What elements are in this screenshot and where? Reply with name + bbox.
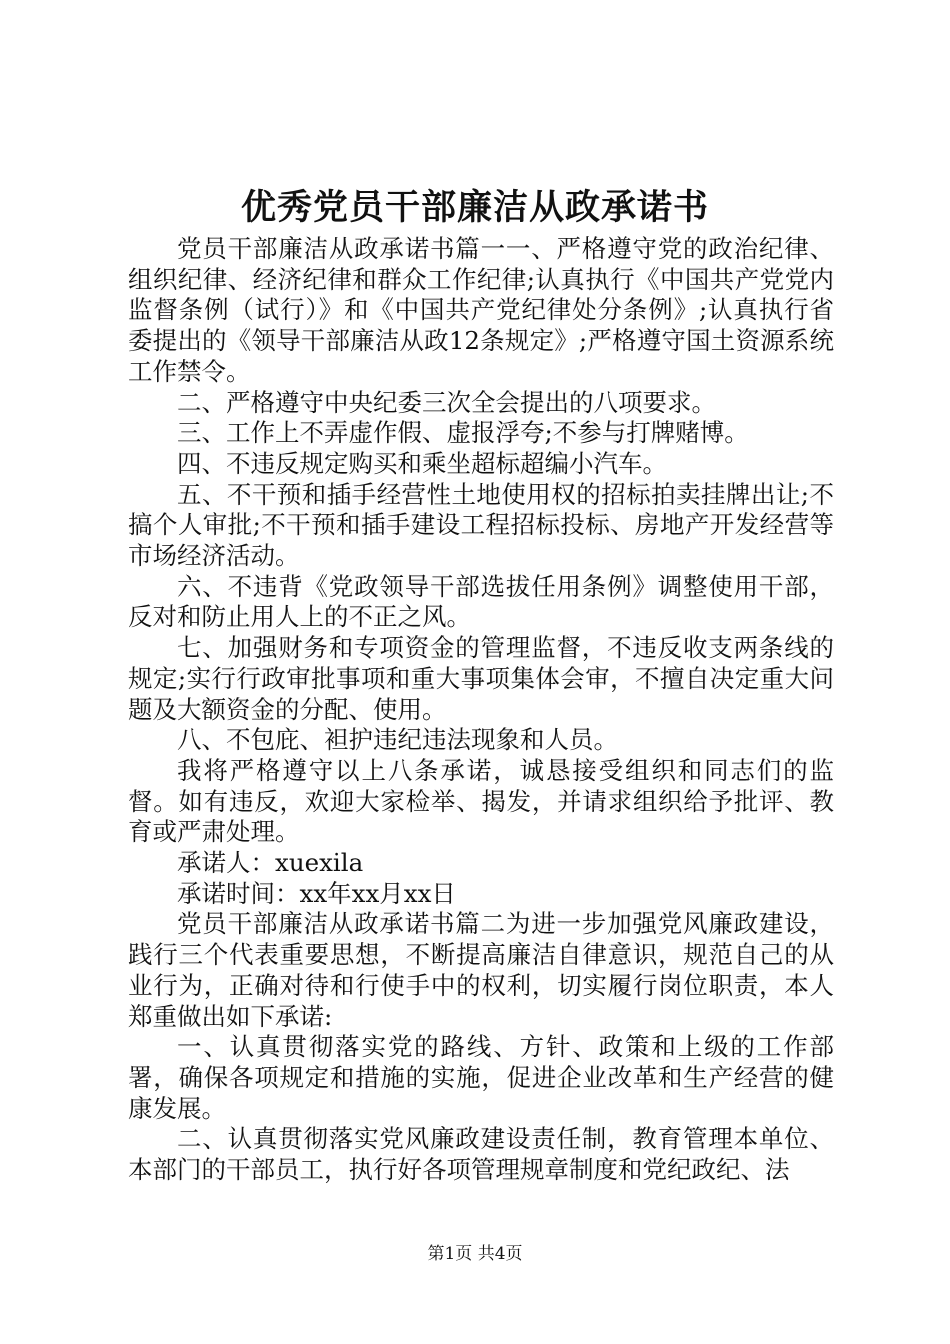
- paragraph: 四、不违反规定购买和乘坐超标超编小汽车。: [177, 448, 667, 478]
- pledger-line: 承诺人：xuexila: [177, 848, 364, 878]
- page-number-footer: 第1页 共4页: [427, 1244, 523, 1264]
- paragraph: 一、认真贯彻落实党的路线、方针、政策和上级的工作部署，确保各项规定和措施的实施，促进企业改革和生产经营的健康发展。: [128, 1032, 834, 1123]
- paragraph: 三、工作上不弄虚作假、虚报浮夸;不参与打牌赌博。: [177, 418, 749, 448]
- paragraph: 八、不包庇、袒护违纪违法现象和人员。: [177, 725, 618, 755]
- paragraph: 我将严格遵守以上八条承诺，诚恳接受组织和同志们的监督。如有违反，欢迎大家检举、揭发，并请求组织给予批评、教育或严肃处理。: [128, 755, 834, 847]
- paragraph: 七、加强财务和专项资金的管理监督，不违反收支两条线的规定;实行行政审批事项和重大事项集体会审，不擅自决定重大问题及大额资金的分配、使用。: [128, 633, 834, 724]
- paragraph: 党员干部廉洁从政承诺书篇二为进一步加强党风廉政建设，践行三个代表重要思想，不断提高廉洁自律意识，规范自己的从业行为，正确对待和行使手中的权利，切实履行岗位职责，本人郑重做出如下承诺:: [128, 909, 834, 1031]
- paragraph: 二、严格遵守中央纪委三次全会提出的八项要求。: [177, 387, 716, 417]
- pledge-date-line: 承诺时间：xx年xx月xx日: [177, 878, 456, 908]
- paragraph: 六、不违背《党政领导干部选拔任用条例》调整使用干部，反对和防止用人上的不正之风。: [128, 571, 834, 632]
- document-title: 优秀党员干部廉洁从政承诺书: [240, 187, 709, 228]
- paragraph: 党员干部廉洁从政承诺书篇一一、严格遵守党的政治纪律、组织纪律、经济纪律和群众工作纪律;认真执行《中国共产党党内监督条例（试行）》和《中国共产党纪律处分条例》;认真执行省委提出的《领导干部廉洁从政12条规定》;严格遵守国土资源系统工作禁令。: [128, 234, 834, 386]
- paragraph: 五、不干预和插手经营性土地使用权的招标拍卖挂牌出让;不搞个人审批;不干预和插手建设工程招标投标、房地产开发经营等市场经济活动。: [128, 479, 834, 571]
- document-body: [128, 234, 834, 1186]
- paragraph: 二、认真贯彻落实党风廉政建设责任制，教育管理本单位、本部门的干部员工，执行好各项管理规章制度和党纪政纪、法: [128, 1124, 834, 1185]
